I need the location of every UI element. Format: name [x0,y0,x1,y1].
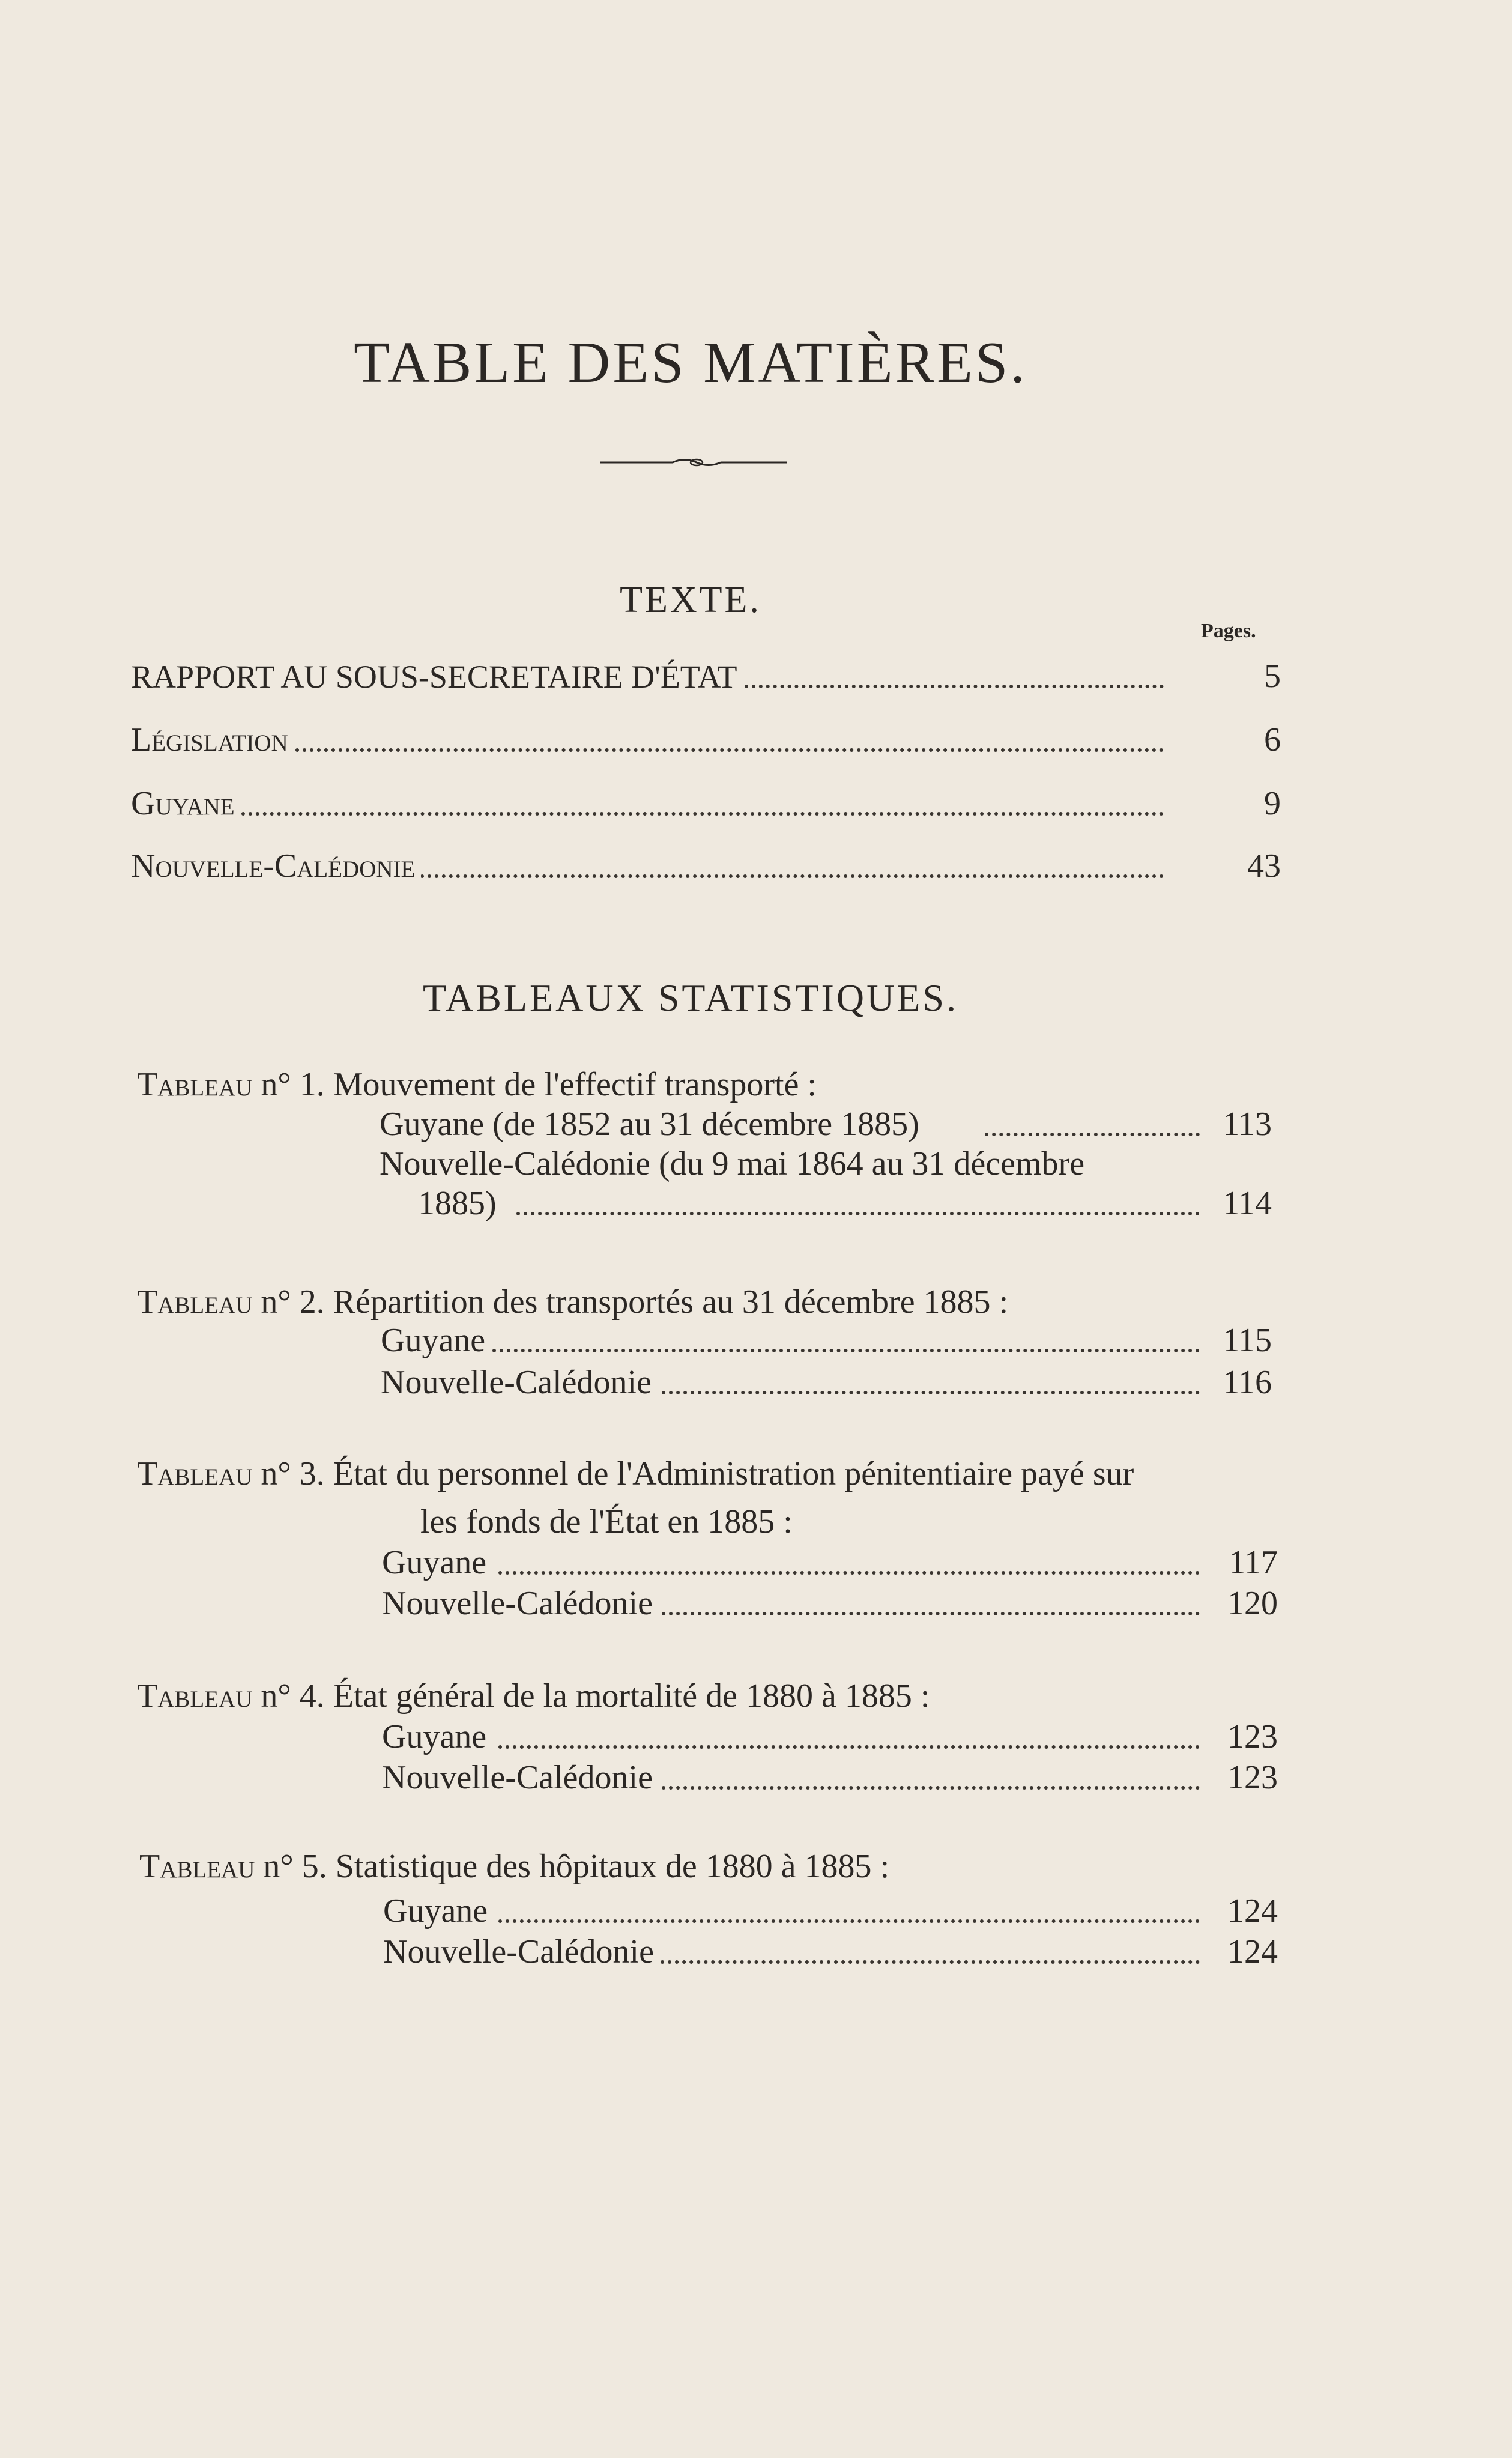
tableau-prefix: Tableau [137,1677,253,1715]
tableau-3-title-continued: les fonds de l'État en 1885 : [420,1503,793,1540]
tableau-3-heading [137,1457,1134,1491]
toc-entry-page: 9 [1264,785,1281,822]
toc-entry-page: 124 [1227,1892,1278,1930]
toc-entry-label: Guyane (de 1852 au 31 décembre 1885) [380,1107,925,1141]
dot-leader [655,1786,1200,1790]
toc-entry-label: Nouvelle-Calédonie [382,1587,659,1620]
toc-entry-page: 124 [1227,1933,1278,1970]
tableau-number: n° 4. [261,1677,325,1715]
toc-entry-label: 1885) [418,1187,503,1220]
tableau-number: n° 5. [263,1848,327,1885]
toc-entry-label: Nouvelle-Calédonie (du 9 mai 1864 au 31 décembre [380,1147,1090,1181]
tableau-5-line-nc [0,1933,1512,1976]
toc-entry-legislation [0,721,1512,764]
toc-entry-page: 120 [1227,1585,1278,1622]
pages-label: Pages. [1201,620,1256,642]
tableau-5-heading [139,1850,889,1883]
toc-entry-page: 123 [1227,1718,1278,1755]
tableau-number: n° 1. [261,1066,325,1103]
toc-entry-page: 117 [1229,1544,1278,1581]
tableau-title: Mouvement de l'effectif transporté : [333,1066,817,1103]
toc-entry-label: Législation [131,723,294,757]
toc-entry-rapport [0,657,1512,700]
toc-entry-label: Guyane [383,1894,494,1928]
tableau-1-line-nc-cont [0,1184,1512,1227]
toc-entry-label: Nouvelle-Calédonie [383,1935,660,1969]
tableau-4-heading [137,1679,930,1713]
dot-leader [498,1571,1200,1575]
dot-leader [655,1612,1200,1615]
toc-entry-page: 115 [1223,1322,1272,1359]
tableau-2-line-guyane [0,1321,1512,1364]
toc-entry-guyane [0,784,1512,828]
dot-leader [498,1919,1200,1923]
toc-entry-label: Nouvelle-Calédonie [381,1366,658,1399]
tableau-number: n° 2. [261,1283,325,1321]
toc-entry-page: 43 [1247,847,1281,885]
toc-entry-label: Guyane [382,1546,492,1579]
tableau-prefix: Tableau [137,1283,253,1321]
dot-leader [420,874,1164,878]
tableau-prefix: Tableau [137,1066,253,1103]
tableau-5-line-guyane [0,1892,1512,1935]
toc-entry-label: Guyane [382,1720,492,1754]
dot-leader [288,748,1164,752]
page-title: TABLE DES MATIÈRES. [354,330,1027,395]
tableaux-heading: TABLEAUX STATISTIQUES. [423,976,958,1019]
tableau-1-line-guyane [0,1105,1512,1148]
toc-entry-label: Nouvelle-Calédonie [131,849,421,883]
dot-leader [498,1745,1200,1749]
toc-entry-page: 5 [1264,658,1281,695]
tableau-2-heading [137,1285,1008,1319]
tableau-title: État général de la mortalité de 1880 à 1885 : [333,1677,930,1715]
toc-entry-label: Guyane [381,1324,491,1357]
toc-entry-page: 123 [1227,1759,1278,1796]
toc-entry-label: Nouvelle-Calédonie [382,1761,659,1794]
dot-leader [655,1391,1200,1394]
toc-entry-page: 114 [1223,1185,1272,1222]
tableau-title: Répartition des transportés au 31 décembre 1885 : [333,1283,1009,1321]
toc-entry-page: 6 [1264,721,1281,758]
tableau-number: n° 3. [261,1455,325,1492]
tableau-3-line-nc [0,1584,1512,1627]
tableau-title: Statistique des hôpitaux de 1880 à 1885 : [335,1848,890,1885]
ornament-divider [600,453,787,471]
tableau-title: État du personnel de l'Administration pénitentiaire payé sur [333,1455,1134,1492]
tableau-prefix: Tableau [137,1455,253,1492]
tableau-1-heading [137,1068,817,1101]
tableau-1-line-nc [0,1145,1512,1188]
dot-leader [661,1960,1200,1964]
toc-entry-nouvelle-caledonie [0,847,1512,890]
dot-leader [234,812,1164,816]
toc-entry-label: RAPPORT AU SOUS-SECRETAIRE D'ÉTAT [131,661,743,693]
tableau-2-line-nc [0,1363,1512,1406]
toc-entry-page: 113 [1223,1106,1272,1143]
dot-leader [492,1349,1200,1352]
tableau-3-line-guyane [0,1543,1512,1587]
dot-leader [516,1212,1200,1215]
tableau-4-line-guyane [0,1718,1512,1761]
toc-entry-page: 116 [1223,1364,1272,1401]
dot-leader [985,1133,1200,1136]
toc-entry-label: Guyane [131,787,241,820]
tableau-prefix: Tableau [139,1848,255,1885]
tableau-4-line-nc [0,1758,1512,1802]
texte-heading: TEXTE. [620,580,761,620]
dot-leader [745,685,1164,688]
